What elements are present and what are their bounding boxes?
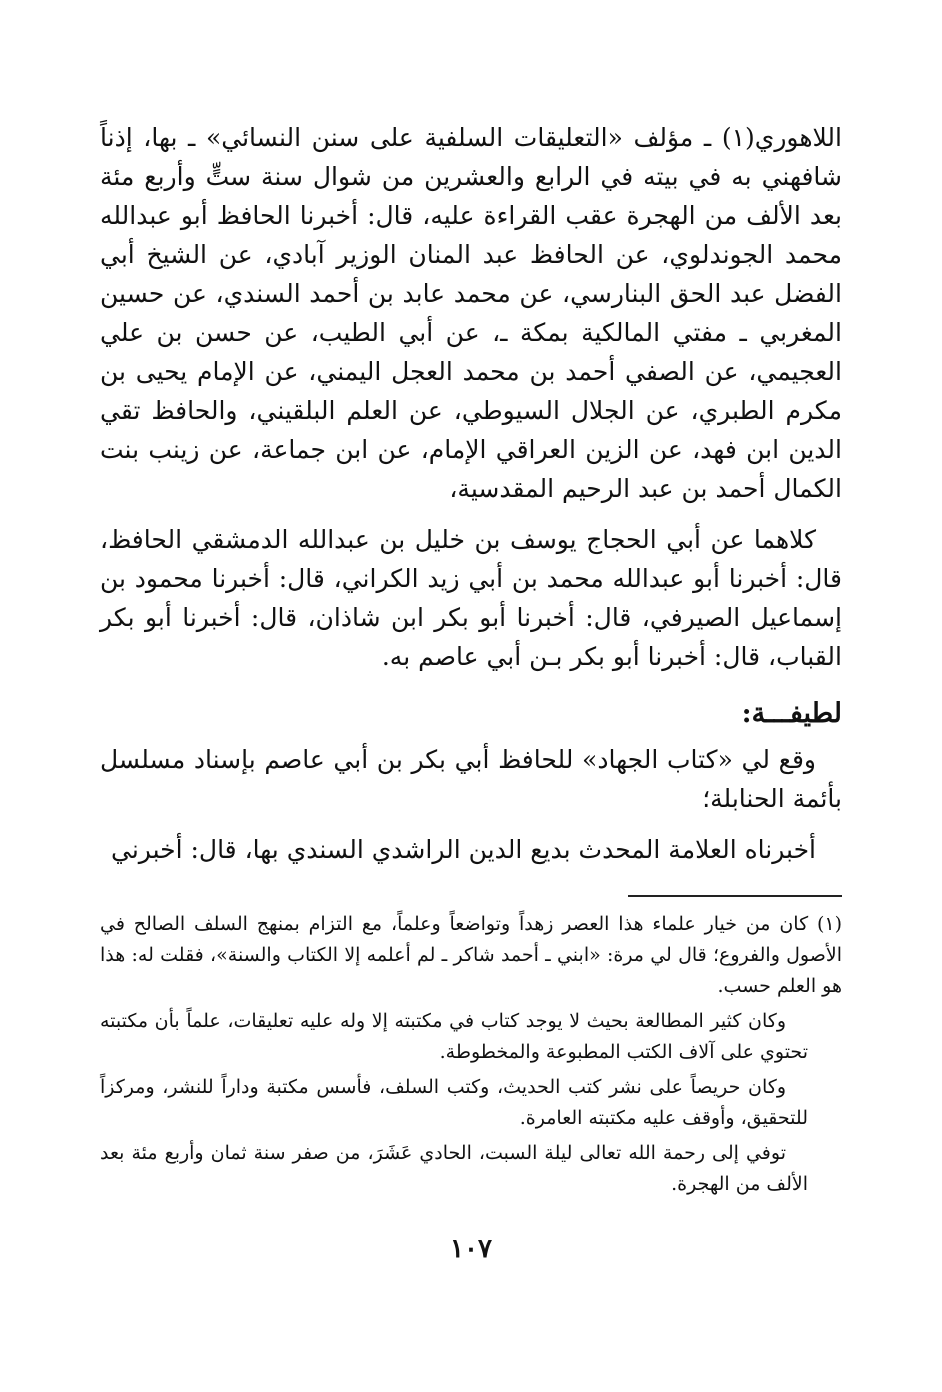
footnote-separator (628, 895, 842, 897)
footnote-paragraph-4: توفي إلى رحمة الله تعالى ليلة السبت، الحادي عَشَرَ، من صفر سنة ثمان وأربع مئة بعد الألف من الهجرة. (100, 1142, 808, 1195)
section-heading: لطيفـــة: (741, 698, 842, 729)
footnote-paragraph-3: وكان حريصاً على نشر كتب الحديث، وكتب السلف، فأسس مكتبة وداراً للنشر، ومركزاً للتحقيق، وأوقف عليه مكتبته العامرة. (100, 1076, 808, 1129)
main-paragraph-2: كلاهما عن أبي الحجاج يوسف بن خليل بن عبدالله الدمشقي الحافظ، قال: أخبرنا أبو عبدالله محمد بن أبي زيد الكراني، قال: أخبرنا محمود بن إسماعيل الصيرفي، قال: أخبرنا أبو بكر ابن شاذان، قال: أخبرنا أبو بكر القباب، قال: أخبرنا أبو بكر بـن أبي عاصم به. (100, 525, 842, 671)
page-number: ١٠٧ (450, 1234, 492, 1264)
footnote-1: (١) كان من خيار علماء هذا العصر زهداً وتواضعاً وعلماً، مع التزام بمنهج السلف الصالح في الأصول والفروع؛ قال لي مرة: «ابني ـ أحمد شاكر ـ لم أعلمه إلا الكتاب والسنة»، فقلت له: هذا هو العلم حسب. (100, 913, 842, 997)
page-body (100, 118, 842, 1200)
footnote-paragraph-2: وكان كثير المطالعة بحيث لا يوجد كتاب في مكتبته إلا وله عليه تعليقات، علماً بأن مكتبته تحتوي على آلاف الكتب المطبوعة والمخطوطة. (100, 1010, 808, 1063)
main-paragraph-3: وقع لي «كتاب الجهاد» للحافظ أبي بكر بن أبي عاصم بإسناد مسلسل بأئمة الحنابلة؛ (100, 745, 842, 813)
main-paragraph-1: اللاهوري(١) ـ مؤلف «التعليقات السلفية على سنن النسائي» ـ بها، إذناً شافهني به في بيته في الرابع والعشرين من شوال سنة ستٍّ وأربع مئة بعد الألف من الهجرة عقب القراءة عليه، قال: أخبرنا الحافظ أبو عبدالله محمد الجوندلوي، عن الحافظ عبد المنان الوزير آبادي، عن الشيخ أبي الفضل عبد الحق البنارسي، عن محمد عابد بن أحمد السندي، عن حسين المغربي ـ مفتي المالكية بمكة ـ، عن أبي الطيب، عن حسن بن علي العجيمي، عن الصفي أحمد بن محمد العجل اليمني، عن الإمام يحيى بن مكرم الطبري، عن الجلال السيوطي، عن العلم البلقيني، والحافظ تقي الدين ابن فهد، عن الزين العراقي الإمام، عن ابن جماعة، عن زينب بنت الكمال أحمد بن عبد الرحيم المقدسية، (100, 123, 842, 503)
main-paragraph-4: أخبرناه العلامة المحدث بديع الدين الراشدي السندي بها، قال: أخبرني (111, 835, 816, 864)
